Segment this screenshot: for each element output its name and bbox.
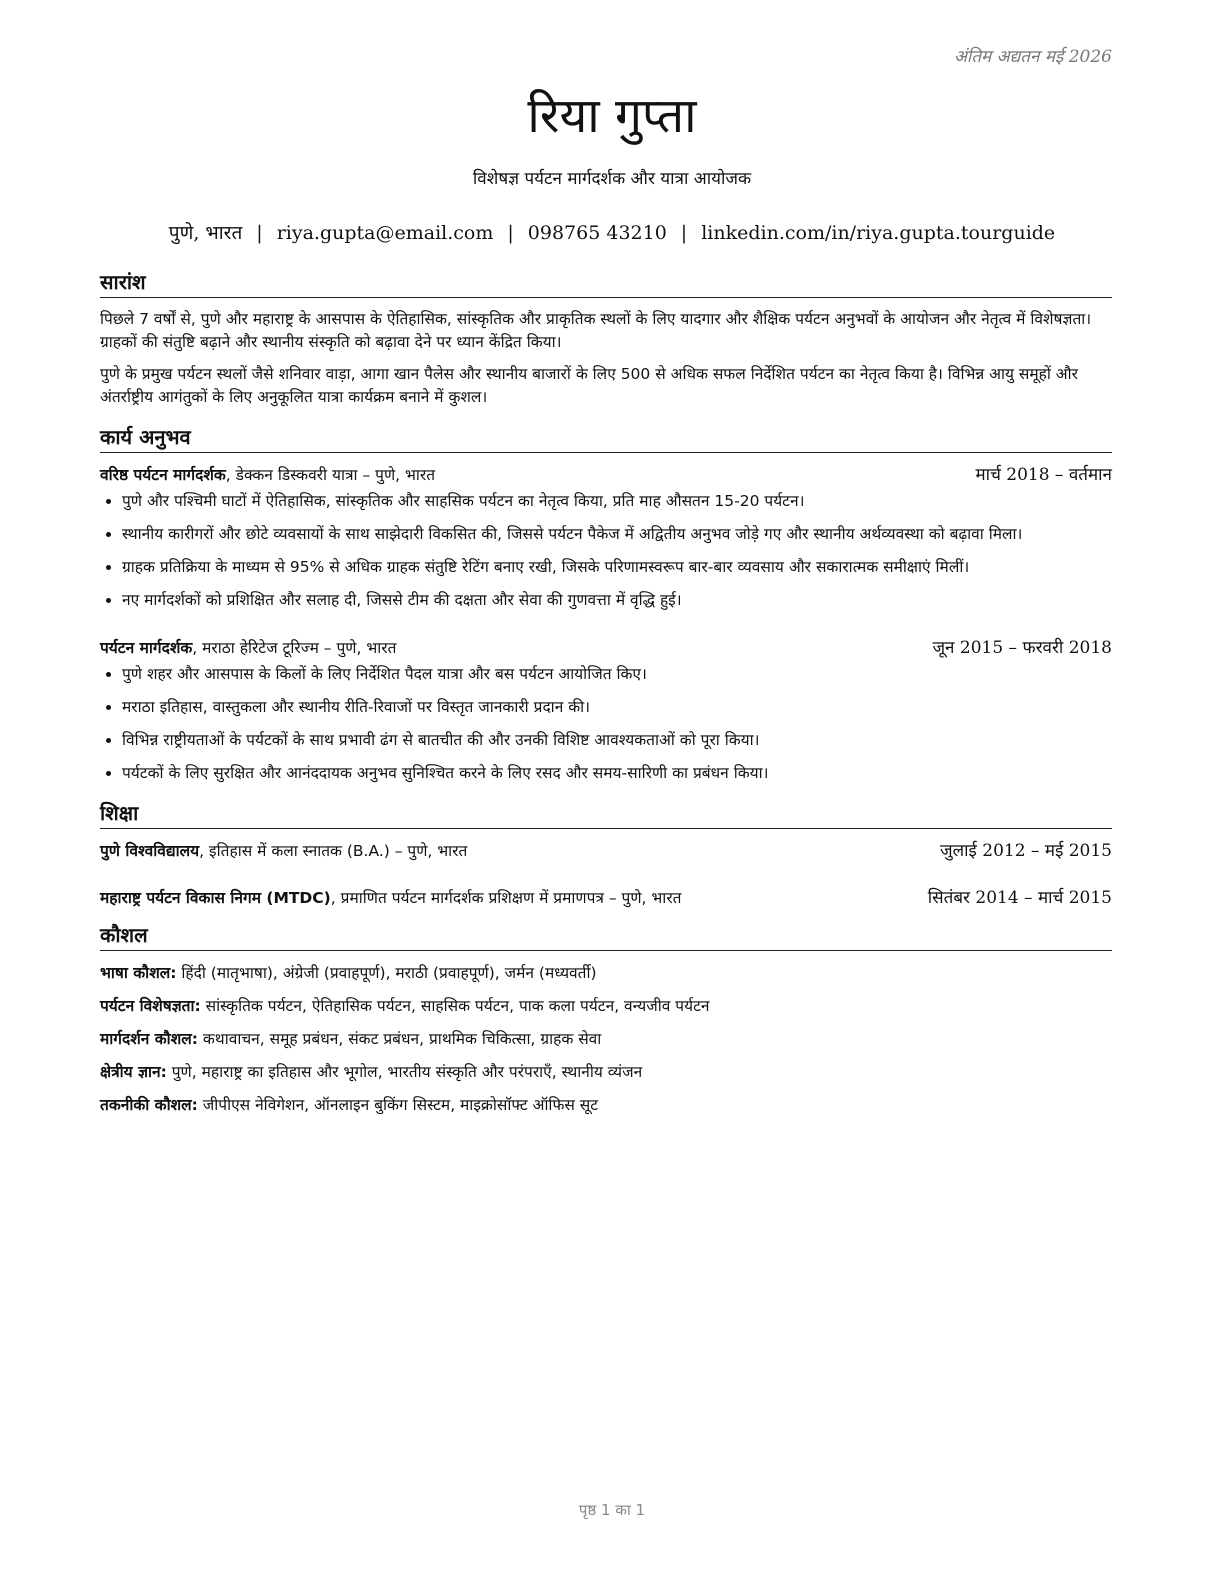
bullet-item: • नए मार्गदर्शकों को प्रशिक्षित और सलाह दी, जिससे टीम की दक्षता और सेवा की गुणवत्ता में वृद्धि हुई। bbox=[122, 588, 1112, 612]
bullet-item: • विभिन्न राष्ट्रीयताओं के पर्यटकों के साथ प्रभावी ढंग से बातचीत की और उनकी विशिष्ट आवश्यकताओं को पूरा किया। bbox=[122, 728, 1112, 752]
skill-row bbox=[100, 1060, 1112, 1084]
job-bullets bbox=[100, 662, 1112, 785]
bullet-item: • पुणे शहर और आसपास के किलों के लिए निर्देशित पैदल यात्रा और बस पर्यटन आयोजित किए। bbox=[122, 662, 1112, 686]
bullet-item: • पर्यटकों के लिए सुरक्षित और आनंददायक अनुभव सुनिश्चित करने के लिए रसद और समय-सारिणी का प्रबंधन किया। bbox=[122, 761, 1112, 785]
education-date: जुलाई 2012 – मई 2015 bbox=[939, 841, 1112, 861]
education-detail: , इतिहास में कला स्नातक (B.A.) – पुणे, भारत bbox=[199, 842, 468, 860]
resume-content bbox=[100, 268, 1112, 1126]
page-number: पृष्ठ 1 का 1 bbox=[578, 1501, 646, 1519]
skill-row bbox=[100, 1093, 1112, 1117]
skill-label: तकनीकी कौशल: bbox=[100, 1096, 198, 1114]
last-updated: अंतिम अद्यतन मई 2026 bbox=[953, 47, 1112, 67]
job-org: , डेक्कन डिस्कवरी यात्रा – पुणे, भारत bbox=[225, 466, 436, 484]
job-title-line bbox=[100, 636, 396, 660]
experience-section bbox=[100, 423, 1112, 785]
education-institution: पुणे विश्वविद्यालय bbox=[100, 842, 200, 860]
contact-separator: | bbox=[256, 222, 263, 244]
contact-location: पुणे, भारत bbox=[168, 222, 243, 244]
skill-row bbox=[100, 994, 1112, 1018]
skill-label: भाषा कौशल: bbox=[100, 964, 177, 982]
skill-value: हिंदी (मातृभाषा), अंग्रेजी (प्रवाहपूर्ण), मराठी (प्रवाहपूर्ण), जर्मन (मध्यवर्ती) bbox=[176, 964, 597, 982]
contact-linkedin[interactable]: linkedin.com/in/riya.gupta.tourguide bbox=[701, 222, 1056, 244]
job-date: मार्च 2018 – वर्तमान bbox=[975, 465, 1112, 485]
skill-value: सांस्कृतिक पर्यटन, ऐतिहासिक पर्यटन, साहसिक पर्यटन, पाक कला पर्यटन, वन्यजीव पर्यटन bbox=[200, 997, 710, 1015]
job-header bbox=[100, 463, 1112, 487]
summary-paragraph: पिछले 7 वर्षों से, पुणे और महाराष्ट्र के आसपास के ऐतिहासिक, सांस्कृतिक और प्राकृतिक स्थलों के लिए यादगार और शैक्षिक पर्यटन अनुभवों के आयोजन और नेतृत्व में विशेषज्ञता। ग्राहकों की संतुष्टि बढ़ाने और स्थानीय संस्कृति को बढ़ावा देने पर ध्यान केंद्रित किया। bbox=[100, 310, 1092, 351]
education-line bbox=[100, 886, 682, 910]
skill-value: पुणे, महाराष्ट्र का इतिहास और भूगोल, भारतीय संस्कृति और परंपराएँ, स्थानीय व्यंजन bbox=[166, 1063, 643, 1081]
job-entry bbox=[100, 636, 1112, 785]
section-title: शिक्षा bbox=[100, 799, 1112, 829]
job-header bbox=[100, 636, 1112, 660]
job-bullets bbox=[100, 489, 1112, 612]
section-title: सारांश bbox=[100, 268, 1112, 298]
job-title-line bbox=[100, 463, 435, 487]
summary-paragraph: पुणे के प्रमुख पर्यटन स्थलों जैसे शनिवार वाड़ा, आगा खान पैलेस और स्थानीय बाजारों के लिए 500 से अधिक सफल निर्देशित पर्यटन का नेतृत्व किया है। विभिन्न आयु समूहों और अंतर्राष्ट्रीय आगंतुकों के लिए अनुकूलित यात्रा कार्यक्रम बनाने में कुशल। bbox=[100, 365, 1078, 406]
bullet-item: • ग्राहक प्रतिक्रिया के माध्यम से 95% से अधिक ग्राहक संतुष्टि रेटिंग बनाए रखी, जिसके परिणामस्वरूप बार-बार व्यवसाय और सकारात्मक समीक्षाएं मिलीं। bbox=[122, 555, 1112, 579]
education-detail: , प्रमाणित पर्यटन मार्गदर्शक प्रशिक्षण में प्रमाणपत्र – पुणे, भारत bbox=[330, 889, 682, 907]
skill-label: क्षेत्रीय ज्ञान: bbox=[100, 1063, 167, 1081]
contact-line bbox=[0, 219, 1224, 245]
job-date: जून 2015 – फरवरी 2018 bbox=[932, 638, 1112, 658]
contact-separator: | bbox=[680, 222, 688, 244]
candidate-subtitle: विशेषज्ञ पर्यटन मार्गदर्शक और यात्रा आयोजक bbox=[472, 169, 752, 189]
bullet-item: • मराठा इतिहास, वास्तुकला और स्थानीय रीति-रिवाजों पर विस्तृत जानकारी प्रदान की। bbox=[122, 695, 1112, 719]
summary-section bbox=[100, 268, 1112, 409]
job-entry bbox=[100, 463, 1112, 612]
job-role: वरिष्ठ पर्यटन मार्गदर्शक bbox=[100, 466, 226, 484]
education-entry bbox=[100, 839, 1112, 863]
contact-separator: | bbox=[507, 222, 514, 244]
education-line bbox=[100, 839, 467, 863]
education-entry bbox=[100, 886, 1112, 910]
bullet-item: • पुणे और पश्चिमी घाटों में ऐतिहासिक, सांस्कृतिक और साहसिक पर्यटन का नेतृत्व किया, प्रति माह औसतन 15-20 पर्यटन। bbox=[122, 489, 1112, 513]
skill-label: मार्गदर्शन कौशल: bbox=[100, 1030, 198, 1048]
contact-phone: 098765 43210 bbox=[527, 222, 667, 244]
contact-email[interactable]: riya.gupta@email.com bbox=[276, 222, 494, 244]
section-title: कौशल bbox=[100, 921, 1112, 951]
education-section bbox=[100, 799, 1112, 910]
bullet-item: • स्थानीय कारीगरों और छोटे व्यवसायों के साथ साझेदारी विकसित की, जिससे पर्यटन पैकेज में अद्वितीय अनुभव जोड़े गए और स्थानीय अर्थव्यवस्था को बढ़ावा मिला। bbox=[122, 522, 1112, 546]
education-institution: महाराष्ट्र पर्यटन विकास निगम (MTDC) bbox=[100, 889, 331, 907]
education-date: सितंबर 2014 – मार्च 2015 bbox=[927, 888, 1112, 908]
job-role: पर्यटन मार्गदर्शक bbox=[100, 639, 193, 657]
skills-section bbox=[100, 921, 1112, 1117]
job-org: , मराठा हेरिटेज टूरिज्म – पुणे, भारत bbox=[192, 639, 397, 657]
skill-value: जीपीएस नेविगेशन, ऑनलाइन बुकिंग सिस्टम, माइक्रोसॉफ्ट ऑफिस सूट bbox=[197, 1096, 599, 1114]
skill-label: पर्यटन विशेषज्ञता: bbox=[100, 997, 201, 1015]
skill-row bbox=[100, 1027, 1112, 1051]
section-title: कार्य अनुभव bbox=[100, 423, 1112, 453]
candidate-name: रिया गुप्ता bbox=[527, 88, 697, 144]
skill-value: कथावाचन, समूह प्रबंधन, संकट प्रबंधन, प्राथमिक चिकित्सा, ग्राहक सेवा bbox=[197, 1030, 602, 1048]
skill-row bbox=[100, 961, 1112, 985]
